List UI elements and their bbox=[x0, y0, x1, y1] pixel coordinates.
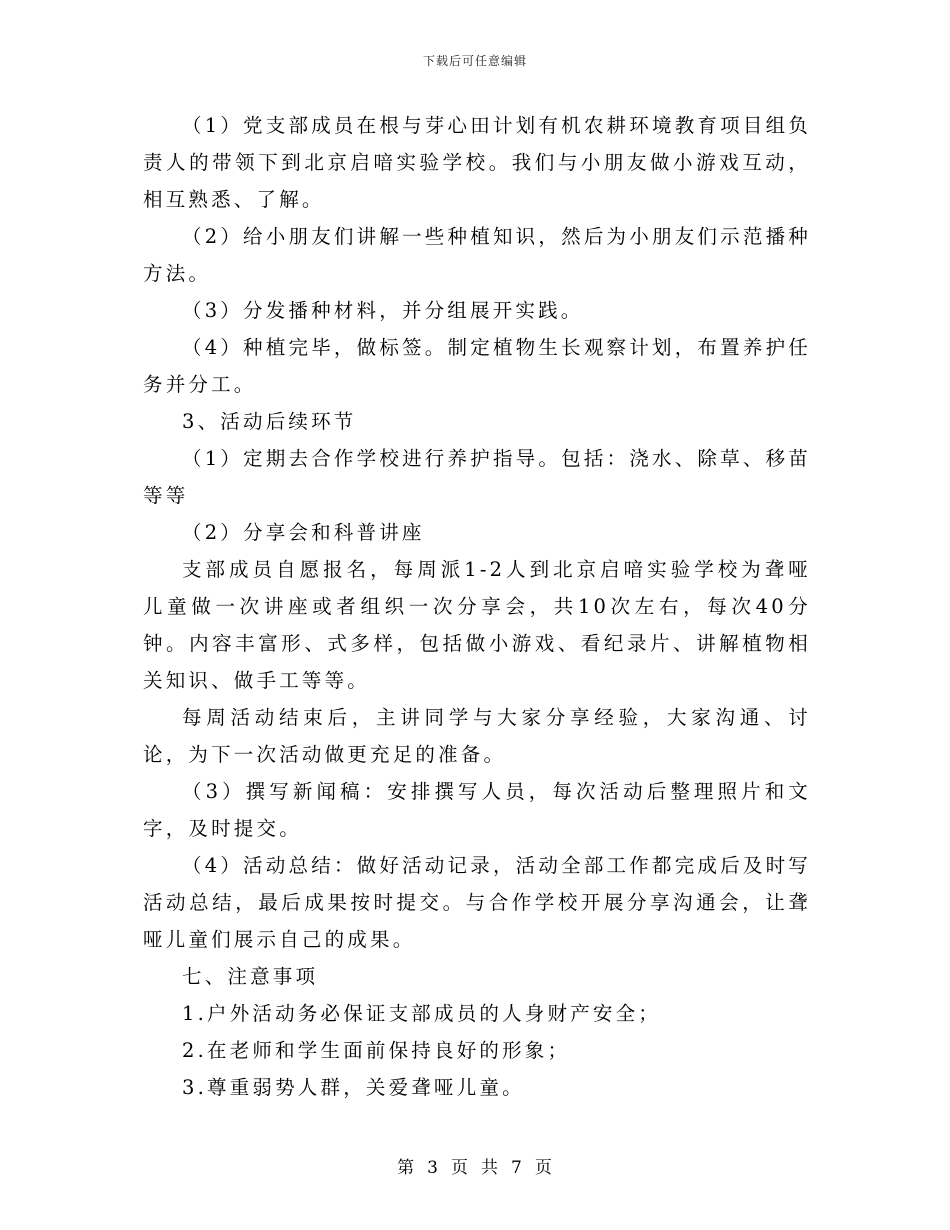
paragraph: （2）分享会和科普讲座 bbox=[182, 521, 425, 544]
page-footer bbox=[0, 1153, 950, 1178]
current-page-number: 3 bbox=[427, 1158, 439, 1178]
document-body bbox=[143, 107, 811, 1106]
footer-total-label: 共 bbox=[481, 1158, 499, 1178]
section-heading: 七、注意事项 bbox=[182, 965, 319, 988]
section-heading: 3、活动后续环节 bbox=[182, 410, 357, 433]
paragraph: （4）活动总结：做好活动记录，活动全部工作都完成后及时写活动总结，最后成果按时提交。与合作学校开展分享沟通会，让聋哑儿童们展示自己的成果。 bbox=[143, 854, 811, 951]
paragraph: 每周活动结束后，主讲同学与大家分享经验，大家沟通、讨论，为下一次活动做更充足的准备。 bbox=[143, 706, 811, 766]
paragraph: （2）给小朋友们讲解一些种植知识，然后为小朋友们示范播种方法。 bbox=[143, 225, 811, 285]
list-item: 1.户外活动务必保证支部成员的人身财产安全； bbox=[182, 1002, 662, 1025]
paragraph: （3）分发播种材料，并分组展开实践。 bbox=[182, 299, 584, 322]
total-page-number: 7 bbox=[511, 1158, 523, 1178]
footer-page-unit: 页 bbox=[451, 1158, 469, 1178]
paragraph: （1）党支部成员在根与芽心田计划有机农耕环境教育项目组负责人的带领下到北京启喑实验学校。我们与小朋友做小游戏互动，相互熟悉、了解。 bbox=[143, 114, 811, 211]
paragraph: （1）定期去合作学校进行养护指导。包括：浇水、除草、移苗等等 bbox=[143, 447, 811, 507]
page-header: 下载后可任意编辑 bbox=[422, 54, 527, 68]
paragraph: 支部成员自愿报名，每周派1-2人到北京启喑实验学校为聋哑儿童做一次讲座或者组织一次分享会，共10次左右，每次40分钟。内容丰富形、式多样，包括做小游戏、看纪录片、讲解植物相关知识、做手工等等。 bbox=[143, 558, 811, 692]
footer-prefix: 第 bbox=[397, 1158, 416, 1178]
paragraph: （3）撰写新闻稿：安排撰写人员，每次活动后整理照片和文字，及时提交。 bbox=[143, 780, 811, 840]
list-item: 2.在老师和学生面前保持良好的形象； bbox=[182, 1039, 571, 1062]
list-item: 3.尊重弱势人群，关爱聋哑儿童。 bbox=[182, 1076, 525, 1099]
footer-total-unit: 页 bbox=[534, 1158, 553, 1178]
paragraph: （4）种植完毕，做标签。制定植物生长观察计划，布置养护任务并分工。 bbox=[143, 336, 811, 396]
